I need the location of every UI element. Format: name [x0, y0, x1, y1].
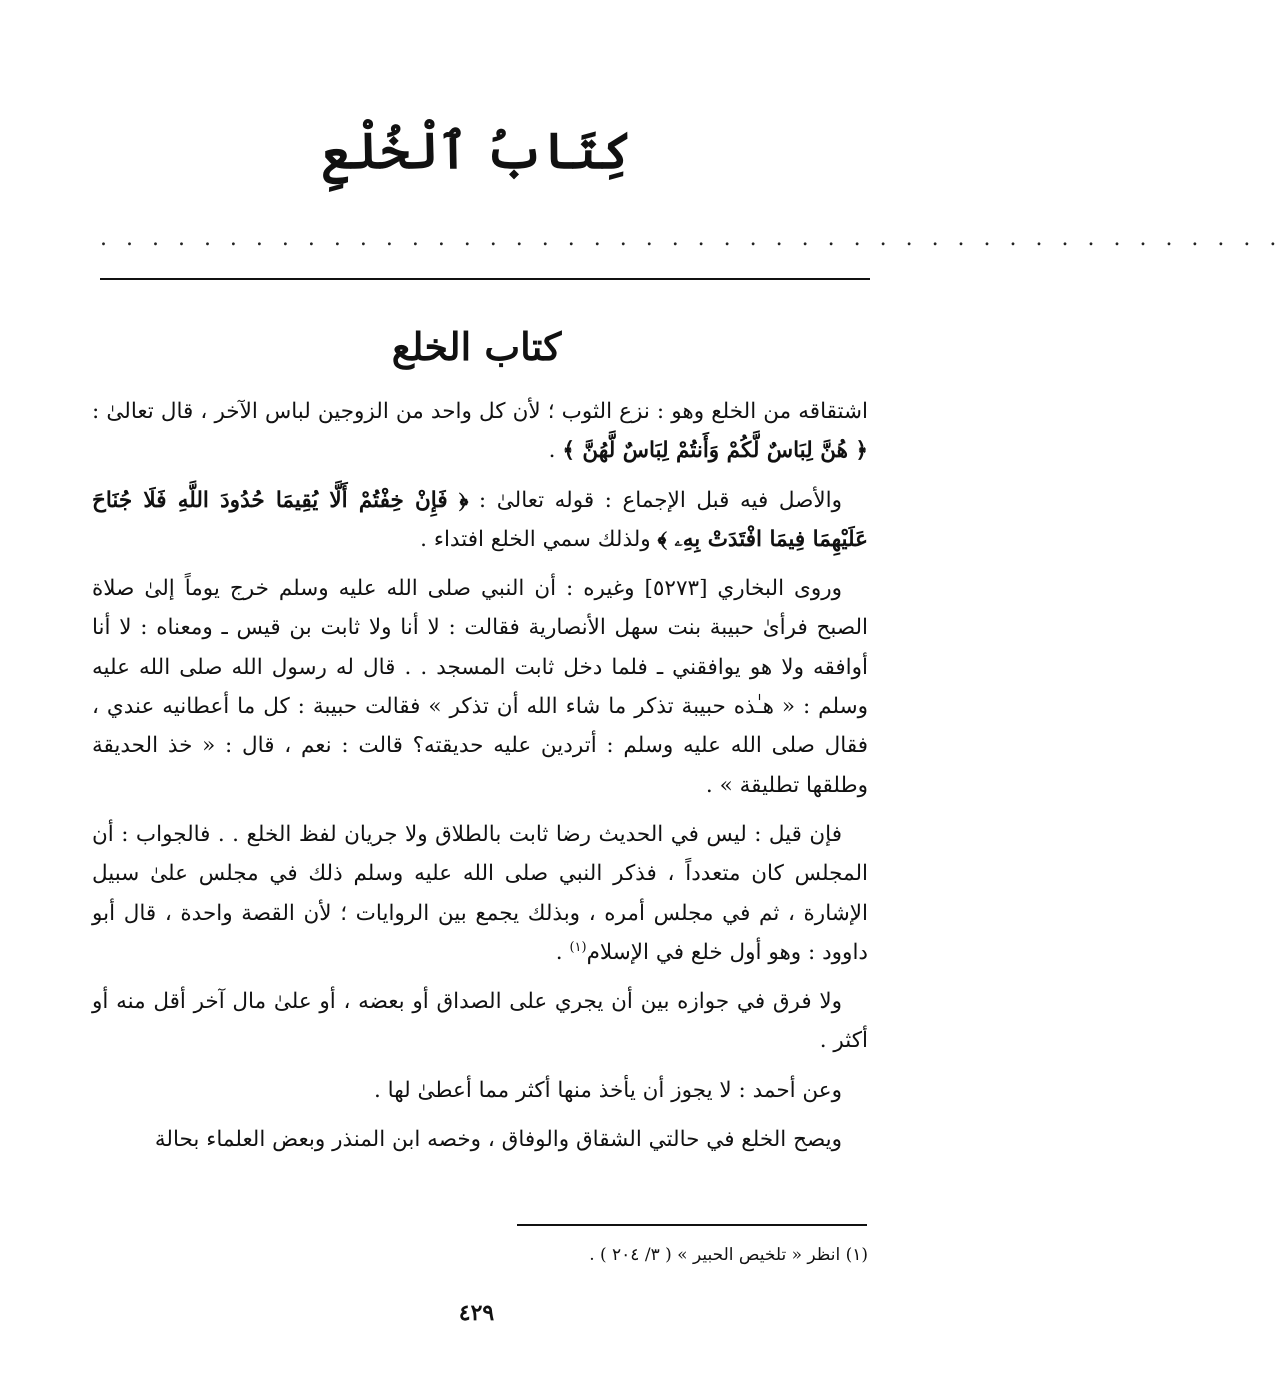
footnote-reference: (١) — [569, 939, 587, 955]
paragraph-4 — [92, 815, 868, 972]
section-title: كتاب الخلع — [391, 324, 562, 369]
paragraph-1 — [92, 392, 868, 471]
quran-verse-1: ﴿ هُنَّ لِبَاسٌ لَّكُمْ وَأَنتُمْ لِبَاسٌ لَّهُنَّ ﴾ — [562, 438, 868, 464]
paragraph-5: ولا فرق في جوازه بين أن يجري على الصداق أو بعضه ، أو علىٰ مال آخر أقل منه أو أكثر . — [92, 989, 868, 1054]
paragraph-1-end: . — [548, 438, 563, 464]
body-text — [92, 392, 868, 1169]
footnote: (١) انظر « تلخيص الحبير » ( ٣/ ٢٠٤ ) . — [589, 1245, 868, 1265]
dotted-separator: . . . . . . . . . . . . . . . . . . . . . . . . . . . . . . . . . . . . . . . . . . . . . . — [100, 226, 1282, 251]
paragraph-2-end: ولذلك سمي الخلع افتداء . — [420, 526, 658, 552]
book-title: كِتَابُ ٱلْخُلْعِ — [321, 121, 632, 180]
paragraph-1-text: اشتقاقه من الخلع وهو : نزع الثوب ؛ لأن كل واحد من الزوجين لباس الآخر ، قال تعالىٰ : — [92, 399, 868, 424]
paragraph-3: وروى البخاري [٥٢٧٣] وغيره : أن النبي صلى الله عليه وسلم خرج يوماً إلىٰ صلاة الصبح فرأىٰ حبيبة بنت سهل الأنصارية فقالت : لا أنا ولا ثابت بن قيس ـ ومعناه : لا أنا أوافقه ولا هو يوافقني ـ فلما دخل ثابت المسجد . . قال له رسول الله صلى الله عليه وسلم : « هـٰذه حبيبة تذكر ما شاء الله أن تذكر » فقالت حبيبة : كل ما أعطانيه عندي ، فقال صلى الله عليه وسلم : أتردين عليه حديقته؟ قالت : نعم ، قال : « خذ الحديقة وطلقها تطليقة » . — [92, 576, 868, 798]
paragraph-2 — [92, 481, 868, 560]
paragraph-4-end: . — [555, 939, 570, 965]
quran-verse-2: ﴿ فَإِنْ خِفْتُمْ أَلَّا يُقِيمَا حُدُودَ اللَّهِ فَلَا جُنَاحَ عَلَيْهِمَا فِيمَا افْتَدَتْ بِهِۦ ﴾ — [92, 487, 868, 552]
paragraph-4-text: فإن قيل : ليس في الحديث رضا ثابت بالطلاق ولا جريان لفظ الخلع . . فالجواب : أن المجلس كان متعدداً ، فذكر النبي صلى الله عليه وسلم ذلك في مجلس علىٰ سبيل الإشارة ، ثم في مجلس أمره ، وبذلك يجمع بين الروايات ؛ لأن القصة واحدة ، قال أبو داوود : وهو أول خلع في الإسلام — [92, 821, 868, 965]
header-rule — [100, 278, 870, 280]
paragraph-6: وعن أحمد : لا يجوز أن يأخذ منها أكثر مما أعطىٰ لها . — [373, 1077, 842, 1103]
paragraph-2-text: والأصل فيه قبل الإجماع : قوله تعالىٰ : — [468, 487, 842, 513]
footnote-rule — [517, 1224, 867, 1226]
page-number: ٤٢٩ — [458, 1300, 495, 1326]
paragraph-7: ويصح الخلع في حالتي الشقاق والوفاق ، وخصه ابن المنذر وبعض العلماء بحالة — [154, 1127, 842, 1153]
